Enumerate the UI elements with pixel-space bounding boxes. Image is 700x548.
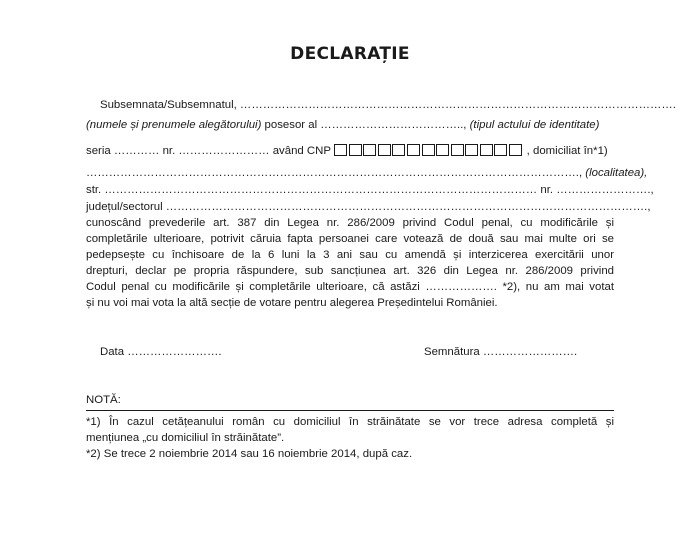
cnp-digit-box	[465, 144, 478, 156]
body-text-line: Codul penal cu modificările și completările ulterioare, că astăzi ………………. *2), nu am mai votat	[86, 281, 614, 293]
locality-hint: (localitatea),	[585, 167, 648, 179]
id-document-line	[86, 117, 614, 133]
street-line: str. …………………………………………………………………………………………………… nr. …………………….,	[86, 184, 654, 196]
signature-field: Semnătura …………………….	[424, 346, 578, 358]
note-label: NOTĂ:	[86, 394, 121, 406]
series-number-text: seria ………… nr. …………………… având CNP	[86, 145, 331, 157]
cnp-digit-box	[378, 144, 391, 156]
locality-dots: ………………………………………………………………………………………………………………….,	[86, 167, 586, 179]
cnp-digit-box	[480, 144, 493, 156]
note-1-line: *1) În cazul cetățeanului român cu domiciliul în străinătate se vor trece adresa completă și	[86, 416, 614, 428]
body-text-line: cunoscând prevederile art. 387 din Legea nr. 286/2009 privind Codul penal, cu modificările și	[86, 217, 614, 229]
locality-line	[86, 165, 648, 181]
page-title: DECLARAȚIE	[290, 44, 410, 64]
body-text-line: pedepsește cu închisoare de la 6 luni la 3 ani sau cu amendă și interzicerea exercitării unor	[86, 249, 614, 261]
cnp-digit-box	[451, 144, 464, 156]
id-type-hint: (tipul actului de identitate)	[469, 119, 600, 131]
cnp-digit-box	[494, 144, 507, 156]
body-text-line: drepturi, declar pe propria răspundere, sub sancțiunea art. 326 din Legea nr. 286/2009 privind	[86, 265, 614, 277]
cnp-digit-box	[509, 144, 522, 156]
county-line: județul/sectorul ……………………………………………………………………………………………………………….,	[86, 201, 651, 213]
declarant-name-line: Subsemnata/Subsemnatul, …………………………………………………………………………………………………….	[100, 99, 676, 111]
cnp-boxes	[334, 144, 524, 161]
domicile-text: , domiciliat în*1)	[526, 145, 608, 157]
cnp-digit-box	[392, 144, 405, 156]
cnp-digit-box	[407, 144, 420, 156]
date-field: Data …………………….	[100, 346, 222, 358]
holder-text: posesor al ………………………………..,	[261, 119, 470, 131]
cnp-digit-box	[363, 144, 376, 156]
cnp-digit-box	[334, 144, 347, 156]
note-divider	[86, 410, 614, 411]
body-text-line: și nu voi mai vota la altă secție de votare pentru alegerea Președintelui României.	[86, 297, 498, 309]
cnp-digit-box	[436, 144, 449, 156]
name-hint: (numele și prenumele alegătorului)	[86, 119, 262, 131]
series-cnp-line	[86, 143, 614, 161]
cnp-digit-box	[422, 144, 435, 156]
cnp-digit-box	[349, 144, 362, 156]
body-text-line: completările ulterioare, potrivit căruia fapta persoanei care votează de două sau mai multe ori se	[86, 233, 614, 245]
note-2-line: *2) Se trece 2 noiembrie 2014 sau 16 noiembrie 2014, după caz.	[86, 448, 413, 460]
note-1-line: mențiunea „cu domiciliul în străinătate”.	[86, 432, 285, 444]
